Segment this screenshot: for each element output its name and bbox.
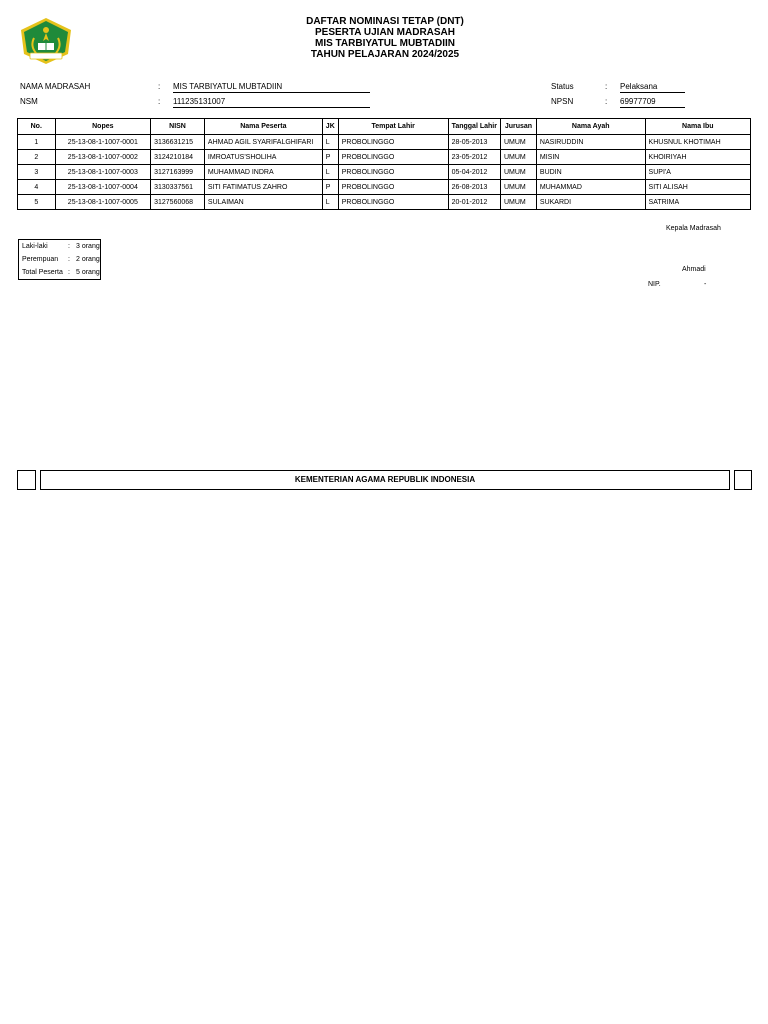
nama-madrasah-label: NAMA MADRASAH	[20, 82, 91, 91]
table-header-row	[18, 119, 751, 135]
cell-nama-peserta: SULAIMAN	[204, 195, 322, 210]
colon: :	[158, 82, 161, 91]
signature-role: Kepala Madrasah	[666, 225, 721, 232]
header-jurusan: Jurusan	[500, 119, 536, 135]
title-line: MIS TARBIYATUL MUBTADIIN	[315, 38, 455, 49]
cell-jk: P	[322, 180, 338, 195]
cell-nisn: 3124210184	[151, 150, 205, 165]
nsm-value: 111235131007	[173, 97, 370, 108]
gender-summary	[18, 239, 101, 280]
header-nama-peserta: Nama Peserta	[204, 119, 322, 135]
table-row	[18, 150, 751, 165]
summary-row	[19, 266, 100, 279]
peserta-table	[17, 118, 751, 210]
cell-jk: L	[322, 195, 338, 210]
cell-tanggal-lahir: 20-01-2012	[448, 195, 500, 210]
cell-nama-ibu: KHUSNUL KHOTIMAH	[645, 135, 750, 150]
cell-nopes: 25-13-08-1-1007-0001	[55, 135, 151, 150]
cell-nisn: 3136631215	[151, 135, 205, 150]
footer-left-box	[17, 470, 36, 490]
summary-row	[19, 240, 100, 253]
cell-jk: L	[322, 165, 338, 180]
cell-tempat-lahir: PROBOLINGGO	[338, 180, 448, 195]
cell-jurusan: UMUM	[500, 135, 536, 150]
cell-nama-peserta: AHMAD AGIL SYARIFALGHIFARI	[204, 135, 322, 150]
perempuan-value: 2 orang	[76, 256, 100, 263]
cell-nama-ibu: SUPI'A	[645, 165, 750, 180]
cell-nisn: 3127560068	[151, 195, 205, 210]
cell-jurusan: UMUM	[500, 195, 536, 210]
cell-tempat-lahir: PROBOLINGGO	[338, 165, 448, 180]
header-no: No.	[18, 119, 56, 135]
footer-ministry-name: KEMENTERIAN AGAMA REPUBLIK INDONESIA	[40, 470, 730, 490]
cell-jurusan: UMUM	[500, 180, 536, 195]
summary-row	[19, 253, 100, 266]
kementerian-agama-logo-icon	[16, 16, 76, 66]
cell-nama-ayah: SUKARDI	[536, 195, 645, 210]
cell-no: 4	[18, 180, 56, 195]
total-value: 5 orang	[76, 269, 100, 276]
cell-nama-ibu: SITI ALISAH	[645, 180, 750, 195]
header-nisn: NISN	[151, 119, 205, 135]
cell-tempat-lahir: PROBOLINGGO	[338, 135, 448, 150]
cell-nama-ibu: KHOIRIYAH	[645, 150, 750, 165]
cell-tanggal-lahir: 28-05-2013	[448, 135, 500, 150]
table-row	[18, 180, 751, 195]
total-label: Total Peserta	[22, 269, 63, 276]
table-row	[18, 165, 751, 180]
npsn-label: NPSN	[551, 97, 574, 106]
colon: :	[605, 97, 608, 106]
cell-tanggal-lahir: 26-08-2013	[448, 180, 500, 195]
title-line: PESERTA UJIAN MADRASAH	[314, 27, 455, 38]
cell-nama-ayah: MISIN	[536, 150, 645, 165]
header-tanggal-lahir: Tanggal Lahir	[448, 119, 500, 135]
cell-nama-ibu: SATRIMA	[645, 195, 750, 210]
cell-no: 1	[18, 135, 56, 150]
header-nama-ibu: Nama Ibu	[645, 119, 750, 135]
table-row	[18, 195, 751, 210]
header-jk: JK	[322, 119, 338, 135]
cell-jk: L	[322, 135, 338, 150]
document-title	[200, 16, 570, 60]
cell-nisn: 3127163999	[151, 165, 205, 180]
cell-no: 2	[18, 150, 56, 165]
table-row	[18, 135, 751, 150]
status-value: Pelaksana	[620, 82, 685, 93]
cell-tanggal-lahir: 23-05-2012	[448, 150, 500, 165]
colon: :	[158, 97, 161, 106]
cell-nopes: 25-13-08-1-1007-0002	[55, 150, 151, 165]
cell-nopes: 25-13-08-1-1007-0005	[55, 195, 151, 210]
npsn-value: 69977709	[620, 97, 685, 108]
laki-value: 3 orang	[76, 243, 100, 250]
cell-tempat-lahir: PROBOLINGGO	[338, 150, 448, 165]
nama-madrasah-value: MIS TARBIYATUL MUBTADIIN	[173, 82, 370, 93]
cell-nama-ayah: NASIRUDDIN	[536, 135, 645, 150]
header-tempat-lahir: Tempat Lahir	[338, 119, 448, 135]
cell-nama-ayah: MUHAMMAD	[536, 180, 645, 195]
colon: :	[68, 256, 70, 263]
cell-no: 3	[18, 165, 56, 180]
cell-nama-peserta: MUHAMMAD INDRA	[204, 165, 322, 180]
nsm-label: NSM	[20, 97, 38, 106]
cell-jk: P	[322, 150, 338, 165]
perempuan-label: Perempuan	[22, 256, 59, 263]
laki-label: Laki-laki	[22, 243, 48, 250]
signature-name: Ahmadi	[682, 266, 706, 273]
footer-right-box	[734, 470, 752, 490]
colon: :	[605, 82, 608, 91]
cell-nopes: 25-13-08-1-1007-0003	[55, 165, 151, 180]
cell-nama-ayah: BUDIN	[536, 165, 645, 180]
cell-tanggal-lahir: 05-04-2012	[448, 165, 500, 180]
colon: :	[68, 243, 70, 250]
cell-nopes: 25-13-08-1-1007-0004	[55, 180, 151, 195]
cell-nama-peserta: IMROATUS'SHOLIHA	[204, 150, 322, 165]
header-nopes: Nopes	[55, 119, 151, 135]
cell-jurusan: UMUM	[500, 165, 536, 180]
title-line: DAFTAR NOMINASI TETAP (DNT)	[306, 16, 464, 27]
cell-tempat-lahir: PROBOLINGGO	[338, 195, 448, 210]
title-line: TAHUN PELAJARAN 2024/2025	[310, 49, 460, 60]
cell-no: 5	[18, 195, 56, 210]
colon: :	[68, 269, 70, 276]
cell-nisn: 3130337561	[151, 180, 205, 195]
cell-nama-peserta: SITI FATIMATUS ZAHRO	[204, 180, 322, 195]
header-nama-ayah: Nama Ayah	[536, 119, 645, 135]
status-label: Status	[551, 82, 574, 91]
cell-jurusan: UMUM	[500, 150, 536, 165]
nip-label: NIP.	[648, 281, 661, 288]
nip-value: -	[704, 281, 707, 288]
